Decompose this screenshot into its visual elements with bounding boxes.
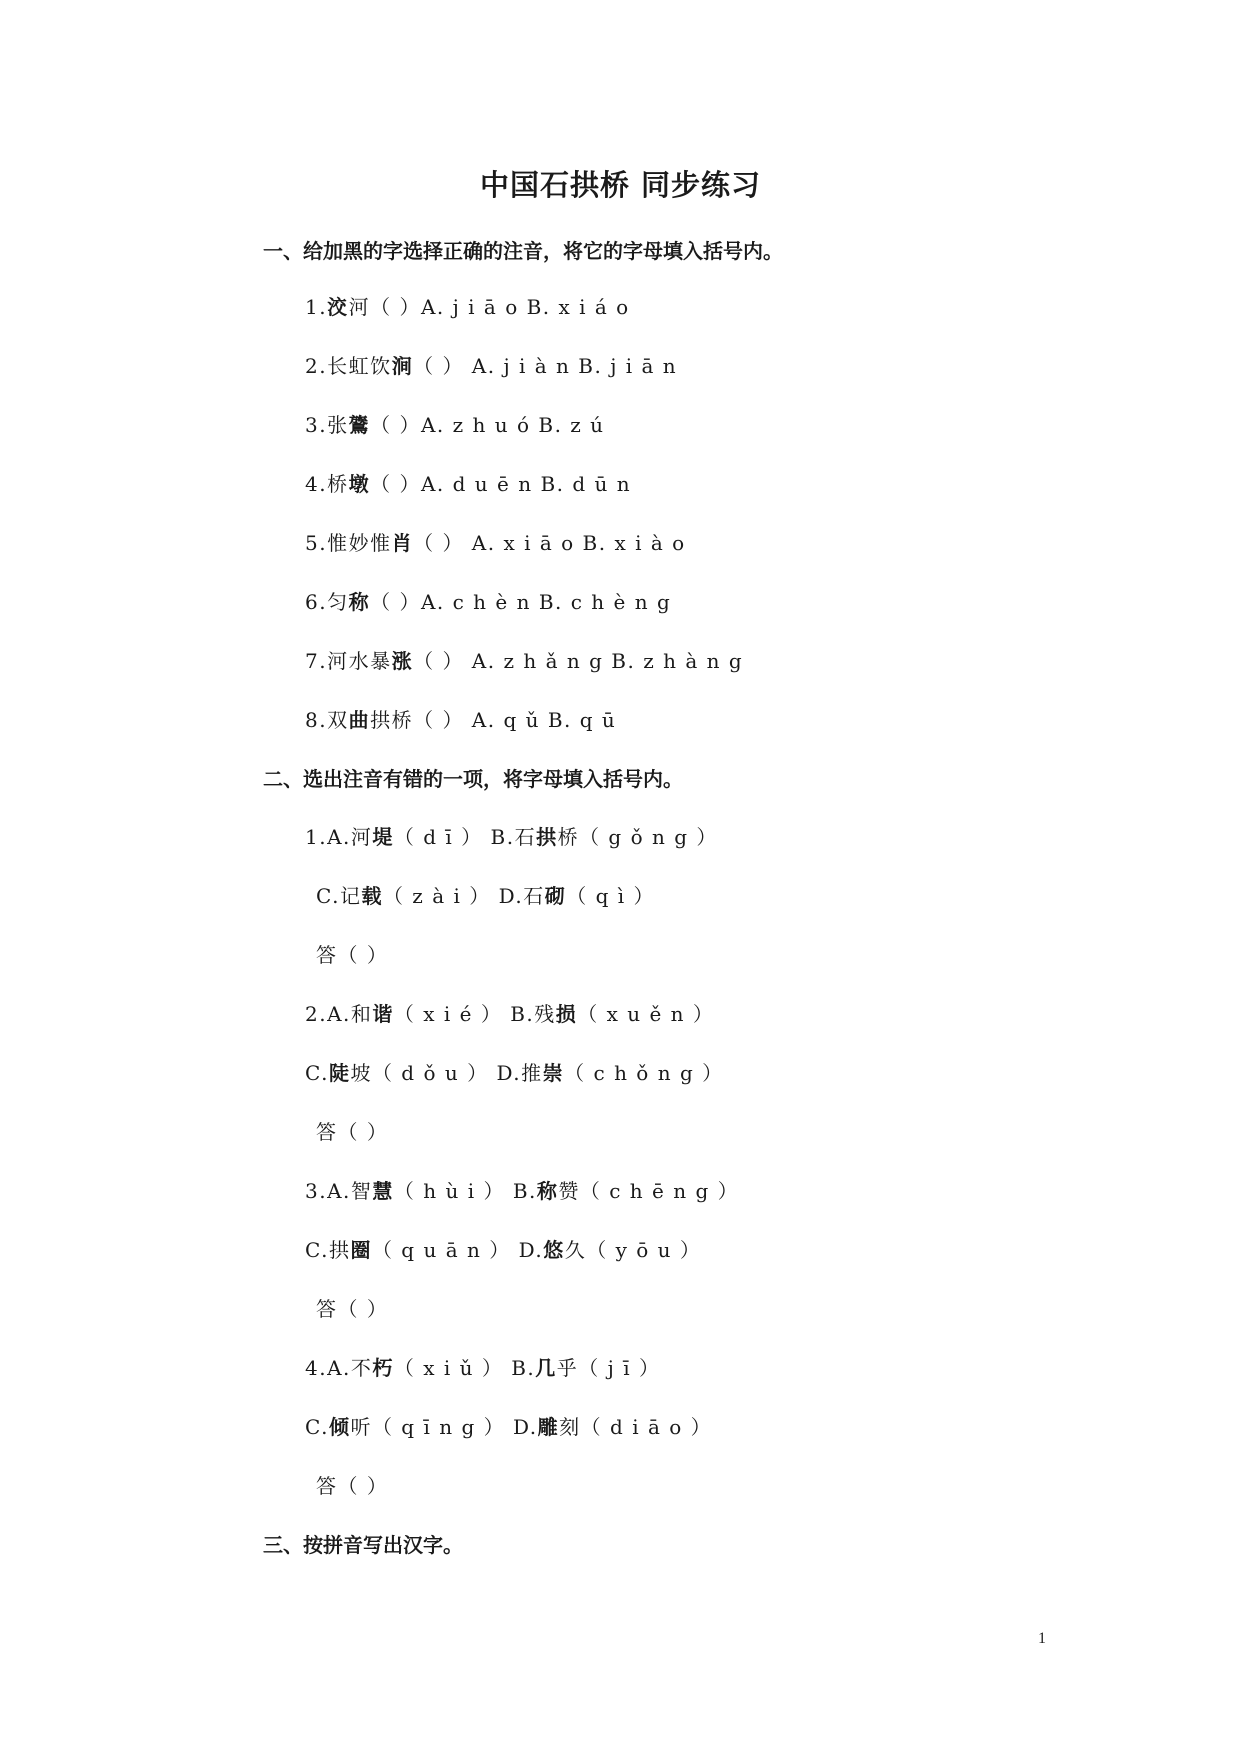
s1-item-7: 7.河水暴涨（ ） A. z h ǎ n g B. z h à n g xyxy=(305,649,744,673)
s1-item-6: 6.匀称（ ）A. c h è n B. c h è n g xyxy=(305,590,672,614)
s1-item-3: 3.张鷟（ ）A. z h u ó B. z ú xyxy=(305,413,605,437)
s1-item-8: 8.双曲拱桥（ ） A. q ǔ B. q ū xyxy=(305,708,617,732)
page-title: 中国石拱桥 同步练习 xyxy=(479,168,762,202)
s2-q1-answer: 答（ ） xyxy=(316,943,389,967)
s2-q4-line-1: 4.A.不朽（ x i ǔ ） B.几乎（ j ī ） xyxy=(305,1356,661,1380)
s1-item-2: 2.长虹饮涧（ ） A. j i à n B. j i ā n xyxy=(305,354,678,378)
s2-q3-answer: 答（ ） xyxy=(316,1297,389,1321)
section-3-heading: 三、按拼音写出汉字。 xyxy=(263,1533,463,1557)
s2-q1-line-2: C.记载（ z à i ） D.石砌（ q ì ） xyxy=(316,884,656,908)
s2-q4-line-2: C.倾听（ q ī n g ） D.雕刻（ d i ā o ） xyxy=(305,1415,713,1439)
s2-q4-answer: 答（ ） xyxy=(316,1474,389,1498)
s1-item-1: 1.洨河（ ）A. j i ā o B. x i á o xyxy=(305,295,630,319)
s2-q2-line-1: 2.A.和谐（ x i é ） B.残损（ x u ě n ） xyxy=(305,1002,715,1026)
section-1-heading: 一、给加黑的字选择正确的注音，将它的字母填入括号内。 xyxy=(263,239,783,263)
s1-item-4: 4.桥墩（ ）A. d u ē n B. d ū n xyxy=(305,472,632,496)
page-number: 1 xyxy=(1038,1630,1046,1647)
s2-q3-line-2: C.拱圈（ q u ā n ） D.悠久（ y ō u ） xyxy=(305,1238,702,1262)
s2-q1-line-1: 1.A.河堤（ d ī ） B.石拱桥（ g ǒ n g ） xyxy=(305,825,718,849)
s2-q3-line-1: 3.A.智慧（ h ù i ） B.称赞（ c h ē n g ） xyxy=(305,1179,740,1203)
s1-item-5: 5.惟妙惟肖（ ） A. x i ā o B. x i à o xyxy=(305,531,686,555)
s2-q2-line-2: C.陡坡（ d ǒ u ） D.推崇（ c h ǒ n g ） xyxy=(305,1061,724,1085)
section-2-heading: 二、选出注音有错的一项，将字母填入括号内。 xyxy=(263,767,683,791)
s2-q2-answer: 答（ ） xyxy=(316,1120,389,1144)
